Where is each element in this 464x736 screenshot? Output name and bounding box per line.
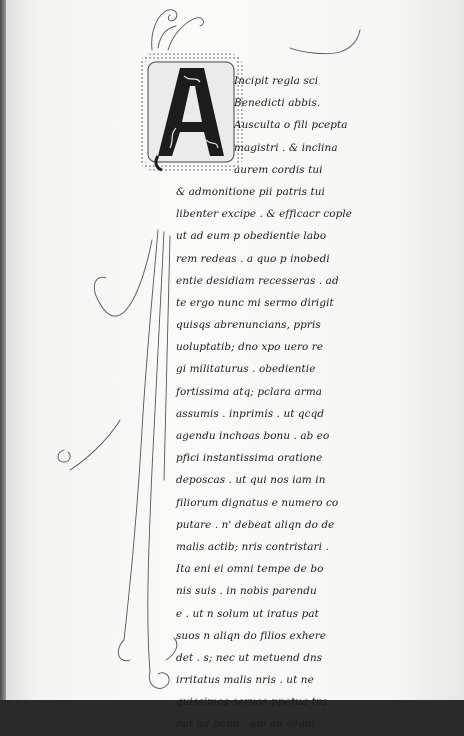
manuscript-line: nis suis . in nobis parendu	[176, 585, 317, 598]
manuscript-text-block	[176, 70, 366, 736]
manuscript-line: Ausculta o fili pcepta	[234, 119, 348, 132]
manuscript-line: putare . n' debeat aliqn do de	[176, 518, 335, 531]
manuscript-line: magistri . & inclina	[234, 141, 338, 154]
manuscript-line: malis actib; nris contristari .	[176, 540, 329, 553]
manuscript-line: entie desidiam recesseras . ad	[176, 274, 339, 287]
manuscript-line: pfici instantissima oratione	[176, 452, 323, 465]
manuscript-line: agendu inchoas bonu . ab eo	[176, 430, 330, 442]
manuscript-line: & admonitione pii patris tui	[176, 185, 325, 198]
manuscript-line: gi militaturus . obedientie	[176, 363, 316, 376]
manuscript-line: Benedicti abbis.	[234, 97, 321, 110]
manuscript-line: det . s; nec ut metuend dns	[176, 651, 323, 664]
manuscript-line: ut ad eum p obedientie labo	[176, 230, 327, 243]
manuscript-line: deposcas . ut qui nos iam in	[176, 474, 326, 487]
manuscript-line: te ergo nunc mi sermo dirigit	[176, 296, 334, 309]
manuscript-line: Incipit regla sci	[234, 75, 319, 87]
manuscript-line: e . ut n solum ut iratus pat	[176, 607, 319, 620]
manuscript-line: rem redeas . a quo p inobedi	[176, 252, 330, 265]
manuscript-line: uoluptatib; dno xpo uero re	[176, 341, 324, 354]
manuscript-line: libenter excipe . & efficacr cople	[176, 208, 353, 221]
manuscript-line: dat ad pena . qui eu sequi	[176, 718, 315, 731]
manuscript-line: assumis . inprimis . ut qcqd	[176, 407, 325, 420]
manuscript-line: irritatus malis nris . ut ne	[176, 674, 314, 687]
manuscript-line: Ita eni ei omni tempe de bo	[176, 563, 324, 576]
manuscript-line: filiorum dignatus e numero co	[176, 496, 339, 509]
manuscript-line: suos n aliqn do filios exhere	[176, 629, 327, 642]
manuscript-line: fortissima atq; pclara arma	[176, 385, 323, 398]
manuscript-line: quissimos seruos ppetua tra	[176, 696, 328, 709]
manuscript-line: quisqs abrenuncians, ppris	[176, 319, 321, 332]
manuscript-line: aurem cordis tui	[234, 163, 323, 176]
